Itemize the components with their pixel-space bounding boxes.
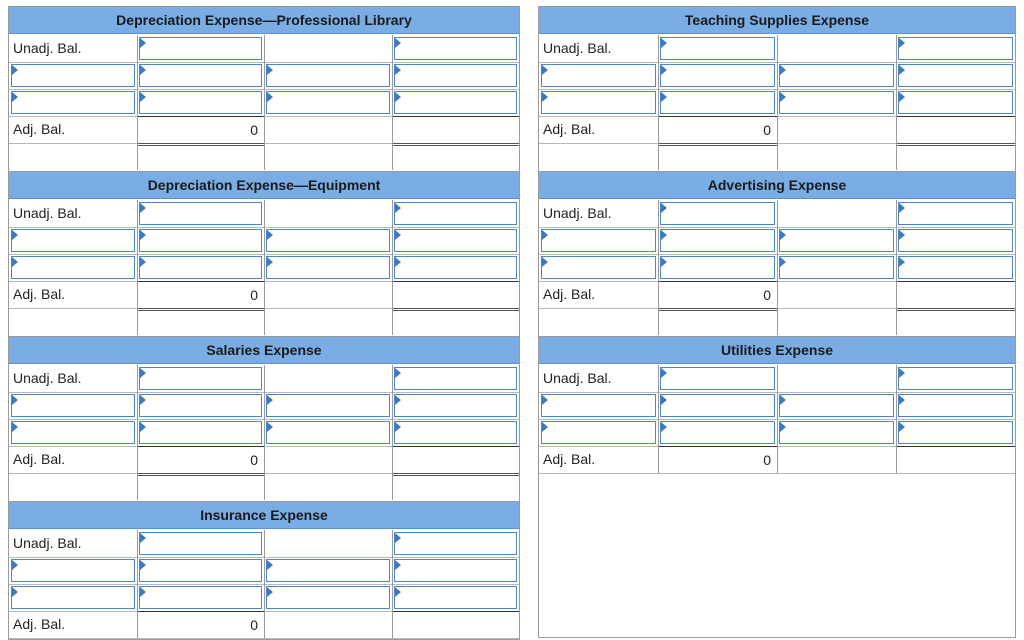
- account-title: Depreciation Expense—Professional Library: [9, 7, 519, 34]
- dropdown-flag-icon: [12, 92, 18, 102]
- debit-reference-select[interactable]: [11, 91, 135, 114]
- dropdown-flag-icon: [12, 257, 18, 267]
- dropdown-flag-icon: [140, 257, 146, 267]
- credit-reference-select[interactable]: [779, 64, 894, 87]
- unadj-bal-label: Unadj. Bal.: [543, 370, 612, 386]
- debit-amount-input[interactable]: [660, 394, 775, 417]
- dropdown-flag-icon: [267, 65, 273, 75]
- dropdown-flag-icon: [780, 257, 786, 267]
- dropdown-flag-icon: [899, 92, 905, 102]
- adj-bal-debit-value: 0: [137, 116, 264, 143]
- unadj-debit-input[interactable]: [139, 37, 262, 60]
- dropdown-flag-icon: [661, 38, 667, 48]
- debit-reference-select[interactable]: [11, 421, 135, 444]
- dropdown-flag-icon: [395, 368, 401, 378]
- t-account-utilities: [538, 336, 1016, 638]
- unadj-credit-input[interactable]: [394, 532, 517, 555]
- credit-reference-select[interactable]: [779, 421, 894, 444]
- adj-bal-credit-value: [392, 116, 519, 143]
- adj-bal-debit-value: 0: [658, 446, 777, 473]
- adj-bal-label: Adj. Bal.: [13, 616, 66, 632]
- debit-amount-input[interactable]: [139, 229, 262, 252]
- account-title: Utilities Expense: [539, 337, 1015, 364]
- dropdown-flag-icon: [395, 395, 401, 405]
- adj-bal-debit-value: 0: [658, 281, 777, 308]
- unadj-credit-input[interactable]: [898, 202, 1013, 225]
- account-title: Depreciation Expense—Equipment: [9, 172, 519, 199]
- dropdown-flag-icon: [140, 38, 146, 48]
- dropdown-flag-icon: [395, 533, 401, 543]
- double-rule: [137, 473, 264, 500]
- column-divider: [777, 365, 778, 473]
- t-account-depreciation-equipment: [8, 171, 520, 337]
- credit-reference-select[interactable]: [266, 394, 390, 417]
- dropdown-flag-icon: [140, 368, 146, 378]
- dropdown-flag-icon: [780, 422, 786, 432]
- dropdown-flag-icon: [542, 257, 548, 267]
- dropdown-flag-icon: [661, 395, 667, 405]
- t-account-salaries: [8, 336, 520, 502]
- t-account-teaching-supplies: [538, 6, 1016, 172]
- debit-reference-select[interactable]: [541, 394, 656, 417]
- dropdown-flag-icon: [140, 422, 146, 432]
- credit-reference-select[interactable]: [266, 91, 390, 114]
- double-rule: [658, 308, 777, 335]
- dropdown-flag-icon: [267, 395, 273, 405]
- dropdown-flag-icon: [780, 395, 786, 405]
- unadj-debit-input[interactable]: [660, 37, 775, 60]
- dropdown-flag-icon: [395, 203, 401, 213]
- adj-bal-label: Adj. Bal.: [13, 451, 66, 467]
- dropdown-flag-icon: [899, 395, 905, 405]
- double-rule: [896, 143, 1015, 170]
- dropdown-flag-icon: [395, 65, 401, 75]
- unadj-bal-label: Unadj. Bal.: [13, 40, 82, 56]
- dropdown-flag-icon: [267, 230, 273, 240]
- unadj-bal-label: Unadj. Bal.: [543, 205, 612, 221]
- debit-reference-select[interactable]: [11, 586, 135, 609]
- dropdown-flag-icon: [140, 560, 146, 570]
- dropdown-flag-icon: [12, 587, 18, 597]
- debit-amount-input[interactable]: [139, 256, 262, 279]
- dropdown-flag-icon: [899, 422, 905, 432]
- dropdown-flag-icon: [395, 422, 401, 432]
- credit-amount-input[interactable]: [394, 91, 517, 114]
- dropdown-flag-icon: [899, 65, 905, 75]
- credit-amount-input[interactable]: [394, 394, 517, 417]
- debit-reference-select[interactable]: [541, 64, 656, 87]
- dropdown-flag-icon: [267, 422, 273, 432]
- debit-amount-input[interactable]: [660, 91, 775, 114]
- dropdown-flag-icon: [661, 422, 667, 432]
- debit-reference-select[interactable]: [541, 421, 656, 444]
- dropdown-flag-icon: [899, 257, 905, 267]
- unadj-bal-label: Unadj. Bal.: [543, 40, 612, 56]
- column-divider: [896, 200, 897, 335]
- unadj-credit-input[interactable]: [394, 202, 517, 225]
- credit-reference-select[interactable]: [779, 256, 894, 279]
- debit-amount-input[interactable]: [139, 421, 262, 444]
- column-divider: [658, 200, 659, 335]
- debit-reference-select[interactable]: [541, 91, 656, 114]
- dropdown-flag-icon: [395, 560, 401, 570]
- column-divider: [658, 365, 659, 473]
- column-divider: [777, 35, 778, 170]
- debit-amount-input[interactable]: [660, 229, 775, 252]
- dropdown-flag-icon: [395, 587, 401, 597]
- dropdown-flag-icon: [395, 230, 401, 240]
- dropdown-flag-icon: [267, 257, 273, 267]
- dropdown-flag-icon: [661, 230, 667, 240]
- dropdown-flag-icon: [267, 92, 273, 102]
- adj-bal-debit-value: 0: [137, 611, 264, 638]
- unadj-debit-input[interactable]: [139, 532, 262, 555]
- debit-amount-input[interactable]: [139, 586, 262, 609]
- adj-bal-debit-value: 0: [658, 116, 777, 143]
- t-account-advertising: [538, 171, 1016, 337]
- credit-amount-input[interactable]: [898, 394, 1013, 417]
- adj-bal-label: Adj. Bal.: [543, 121, 596, 137]
- dropdown-flag-icon: [395, 257, 401, 267]
- credit-reference-select[interactable]: [266, 229, 390, 252]
- credit-amount-input[interactable]: [394, 421, 517, 444]
- column-divider: [264, 35, 265, 170]
- column-divider: [392, 530, 393, 638]
- debit-amount-input[interactable]: [139, 559, 262, 582]
- dropdown-flag-icon: [542, 395, 548, 405]
- unadj-debit-input[interactable]: [660, 367, 775, 390]
- column-divider: [264, 365, 265, 500]
- credit-amount-input[interactable]: [898, 421, 1013, 444]
- dropdown-flag-icon: [12, 65, 18, 75]
- account-title: Advertising Expense: [539, 172, 1015, 199]
- dropdown-flag-icon: [780, 230, 786, 240]
- dropdown-flag-icon: [542, 92, 548, 102]
- debit-reference-select[interactable]: [541, 229, 656, 252]
- column-divider: [137, 200, 138, 335]
- debit-amount-input[interactable]: [660, 421, 775, 444]
- column-divider: [658, 35, 659, 170]
- unadj-credit-input[interactable]: [394, 37, 517, 60]
- debit-reference-select[interactable]: [11, 256, 135, 279]
- unadj-credit-input[interactable]: [898, 367, 1013, 390]
- double-rule: [392, 308, 519, 335]
- double-rule: [392, 473, 519, 500]
- dropdown-flag-icon: [661, 65, 667, 75]
- unadj-credit-input[interactable]: [394, 367, 517, 390]
- credit-amount-input[interactable]: [394, 256, 517, 279]
- credit-amount-input[interactable]: [898, 91, 1013, 114]
- credit-reference-select[interactable]: [266, 559, 390, 582]
- dropdown-flag-icon: [661, 257, 667, 267]
- adj-bal-debit-value: 0: [137, 281, 264, 308]
- column-divider: [137, 365, 138, 500]
- credit-amount-input[interactable]: [394, 64, 517, 87]
- credit-amount-input[interactable]: [394, 559, 517, 582]
- column-divider: [264, 530, 265, 638]
- adj-bal-credit-value: [896, 116, 1015, 143]
- debit-amount-input[interactable]: [660, 64, 775, 87]
- dropdown-flag-icon: [12, 422, 18, 432]
- dropdown-flag-icon: [899, 230, 905, 240]
- credit-reference-select[interactable]: [266, 64, 390, 87]
- dropdown-flag-icon: [395, 92, 401, 102]
- credit-amount-input[interactable]: [898, 256, 1013, 279]
- t-account-depreciation-professional-library: [8, 6, 520, 172]
- column-divider: [392, 365, 393, 500]
- credit-reference-select[interactable]: [266, 421, 390, 444]
- dropdown-flag-icon: [395, 38, 401, 48]
- dropdown-flag-icon: [12, 230, 18, 240]
- column-divider: [137, 530, 138, 638]
- adj-bal-label: Adj. Bal.: [13, 121, 66, 137]
- column-divider: [896, 365, 897, 473]
- column-divider: [392, 35, 393, 170]
- debit-reference-select[interactable]: [11, 64, 135, 87]
- double-rule: [392, 143, 519, 170]
- debit-reference-select[interactable]: [11, 229, 135, 252]
- dropdown-flag-icon: [542, 422, 548, 432]
- unadj-credit-input[interactable]: [898, 37, 1013, 60]
- dropdown-flag-icon: [899, 368, 905, 378]
- credit-reference-select[interactable]: [266, 586, 390, 609]
- debit-amount-input[interactable]: [139, 91, 262, 114]
- debit-amount-input[interactable]: [139, 394, 262, 417]
- unadj-debit-input[interactable]: [139, 367, 262, 390]
- adj-bal-credit-value: [896, 446, 1015, 473]
- debit-amount-input[interactable]: [139, 64, 262, 87]
- adj-bal-credit-value: [392, 281, 519, 308]
- credit-reference-select[interactable]: [266, 256, 390, 279]
- unadj-debit-input[interactable]: [660, 202, 775, 225]
- dropdown-flag-icon: [661, 92, 667, 102]
- unadj-bal-label: Unadj. Bal.: [13, 535, 82, 551]
- unadj-bal-label: Unadj. Bal.: [13, 370, 82, 386]
- double-rule: [137, 308, 264, 335]
- double-rule: [896, 308, 1015, 335]
- debit-reference-select[interactable]: [11, 559, 135, 582]
- t-account-insurance: [8, 501, 520, 640]
- dropdown-flag-icon: [899, 203, 905, 213]
- debit-amount-input[interactable]: [660, 256, 775, 279]
- dropdown-flag-icon: [661, 203, 667, 213]
- double-rule: [137, 143, 264, 170]
- dropdown-flag-icon: [140, 587, 146, 597]
- dropdown-flag-icon: [542, 65, 548, 75]
- adj-bal-label: Adj. Bal.: [543, 451, 596, 467]
- column-divider: [392, 200, 393, 335]
- dropdown-flag-icon: [267, 560, 273, 570]
- column-divider: [777, 200, 778, 335]
- credit-reference-select[interactable]: [779, 394, 894, 417]
- credit-amount-input[interactable]: [898, 229, 1013, 252]
- dropdown-flag-icon: [140, 230, 146, 240]
- column-divider: [264, 200, 265, 335]
- adj-bal-credit-value: [392, 446, 519, 473]
- dropdown-flag-icon: [140, 203, 146, 213]
- credit-amount-input[interactable]: [898, 64, 1013, 87]
- column-divider: [137, 35, 138, 170]
- account-title: Teaching Supplies Expense: [539, 7, 1015, 34]
- unadj-bal-label: Unadj. Bal.: [13, 205, 82, 221]
- credit-amount-input[interactable]: [394, 229, 517, 252]
- dropdown-flag-icon: [12, 560, 18, 570]
- column-divider: [896, 35, 897, 170]
- unadj-debit-input[interactable]: [139, 202, 262, 225]
- dropdown-flag-icon: [140, 65, 146, 75]
- account-title: Salaries Expense: [9, 337, 519, 364]
- dropdown-flag-icon: [140, 92, 146, 102]
- credit-amount-input[interactable]: [394, 586, 517, 609]
- dropdown-flag-icon: [899, 38, 905, 48]
- dropdown-flag-icon: [780, 92, 786, 102]
- dropdown-flag-icon: [780, 65, 786, 75]
- adj-bal-credit-value: [896, 281, 1015, 308]
- credit-reference-select[interactable]: [779, 91, 894, 114]
- double-rule: [658, 143, 777, 170]
- debit-reference-select[interactable]: [541, 256, 656, 279]
- account-title: Insurance Expense: [9, 502, 519, 529]
- adj-bal-label: Adj. Bal.: [13, 286, 66, 302]
- dropdown-flag-icon: [140, 395, 146, 405]
- dropdown-flag-icon: [267, 587, 273, 597]
- dropdown-flag-icon: [661, 368, 667, 378]
- credit-reference-select[interactable]: [779, 229, 894, 252]
- adj-bal-debit-value: 0: [137, 446, 264, 473]
- adj-bal-credit-value: [392, 611, 519, 638]
- dropdown-flag-icon: [12, 395, 18, 405]
- dropdown-flag-icon: [542, 230, 548, 240]
- dropdown-flag-icon: [140, 533, 146, 543]
- debit-reference-select[interactable]: [11, 394, 135, 417]
- adj-bal-label: Adj. Bal.: [543, 286, 596, 302]
